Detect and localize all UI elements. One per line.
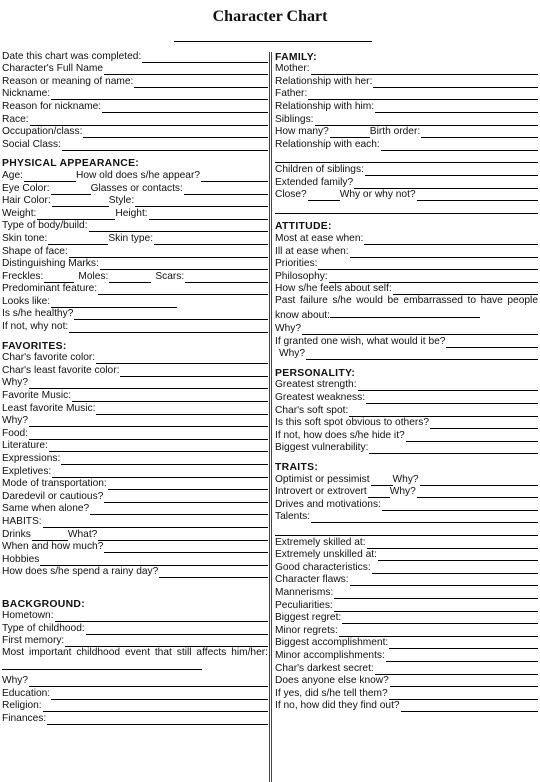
field-label: Char's least favorite color: <box>2 364 120 376</box>
field-label: Hometown: <box>2 610 54 622</box>
field-row <box>2 541 268 554</box>
field-blank[interactable] <box>406 432 538 442</box>
field-label: Why? <box>2 415 29 427</box>
field-blank[interactable] <box>24 172 76 182</box>
title-underline <box>174 41 372 42</box>
field-blank[interactable] <box>420 476 538 486</box>
field-row <box>2 440 268 453</box>
field-blank[interactable] <box>120 367 268 377</box>
field-blank[interactable] <box>98 531 268 541</box>
field-label: Finances: <box>2 712 47 724</box>
field-blank[interactable] <box>104 493 268 503</box>
field-blank[interactable] <box>382 501 538 511</box>
field-label: When and how much? <box>2 541 104 553</box>
field-label: Char's favorite color: <box>2 352 96 364</box>
field-label: Race: <box>2 113 29 125</box>
field-row: Optimist or pessimist Why? <box>275 473 538 486</box>
field-blank[interactable] <box>142 53 268 63</box>
field-row <box>2 100 268 113</box>
field-row <box>2 352 268 365</box>
field-blank[interactable] <box>49 442 268 452</box>
field-label: Mannerisms: <box>275 586 334 598</box>
field-blank[interactable] <box>334 602 538 612</box>
field-blank[interactable] <box>334 589 538 599</box>
field-label: Greatest weakness: <box>275 392 366 404</box>
basics-section <box>2 50 268 151</box>
field-blank[interactable] <box>69 248 268 258</box>
field-blank[interactable] <box>446 338 538 348</box>
field-label: Religion: <box>2 700 42 712</box>
field-blank[interactable] <box>367 539 538 549</box>
field-blank[interactable] <box>302 325 538 335</box>
field-blank[interactable] <box>89 222 268 232</box>
field-row <box>275 662 538 675</box>
left-column <box>2 50 268 725</box>
field-row <box>275 536 538 549</box>
habits-section <box>2 541 268 579</box>
field-blank[interactable] <box>51 298 177 308</box>
field-blank[interactable] <box>421 128 538 138</box>
field-row: Shape of face: <box>2 245 268 258</box>
field-label: Expressions: <box>2 453 61 464</box>
field-label: Reason or meaning of name: <box>2 75 134 87</box>
field-row <box>2 427 268 440</box>
field-row <box>2 452 268 465</box>
field-row: How many? Birth order: <box>275 126 538 139</box>
field-label: Reason for nickname: <box>2 100 102 112</box>
section-heading-attitude: ATTITUDE: <box>275 221 332 233</box>
field-row <box>275 113 538 126</box>
field-row <box>2 478 268 491</box>
field-blank[interactable] <box>40 556 268 566</box>
field-blank[interactable] <box>311 513 538 523</box>
field-row: Why? <box>275 322 538 335</box>
field-label: Minor regrets: <box>275 624 338 636</box>
field-row <box>275 442 538 455</box>
field-blank[interactable] <box>185 273 268 283</box>
field-row <box>275 245 538 258</box>
field-label: Least favorite Music: <box>2 402 96 414</box>
field-row <box>2 415 268 428</box>
field-row <box>275 417 538 430</box>
field-row <box>275 649 538 662</box>
background-tail-section <box>2 675 268 725</box>
field-row <box>275 88 538 101</box>
field-blank[interactable] <box>381 141 538 151</box>
field-row <box>275 232 538 245</box>
field-blank[interactable] <box>44 273 74 283</box>
field-label: Daredevil or cautious? <box>2 490 104 502</box>
section-heading-family: FAMILY: <box>275 51 317 63</box>
field-row <box>2 465 268 478</box>
field-label: Char's darkest secret: <box>275 662 374 674</box>
field-row: Looks like: <box>2 295 268 308</box>
field-blank[interactable] <box>372 564 538 574</box>
field-row <box>275 637 538 650</box>
field-blank[interactable] <box>83 128 268 138</box>
field-blank[interactable] <box>308 90 538 100</box>
field-blank[interactable] <box>364 235 538 245</box>
important-event-field: Most important childhood event that still affects him/her: <box>2 647 268 674</box>
field-row: Extended family? <box>275 176 538 189</box>
field-label: Food: <box>2 427 29 439</box>
field-row <box>275 700 538 713</box>
field-label: Peculiarities: <box>275 599 333 611</box>
field-blank[interactable] <box>100 260 268 270</box>
field-row: Eye Color: Glasses or contacts: <box>2 182 268 195</box>
field-row: If not, why not: <box>2 320 268 333</box>
field-blank[interactable] <box>48 235 108 245</box>
field-blank[interactable] <box>90 505 268 515</box>
section-heading-background: BACKGROUND: <box>2 598 85 610</box>
field-blank[interactable] <box>104 65 268 75</box>
section-heading-traits: TRAITS: <box>275 462 319 473</box>
field-blank[interactable] <box>43 518 268 528</box>
field-blank[interactable] <box>311 65 538 75</box>
field-label: Mother: <box>275 63 310 75</box>
field-label: Philosophy: <box>275 270 328 282</box>
field-blank[interactable] <box>104 543 268 553</box>
field-blank[interactable] <box>342 614 538 624</box>
field-label: Extremely unskilled at: <box>275 549 377 561</box>
field-row <box>2 635 268 648</box>
field-blank[interactable] <box>2 660 202 670</box>
field-blank[interactable] <box>375 665 538 675</box>
field-label: Same when alone? <box>2 503 90 515</box>
field-blank[interactable] <box>201 172 268 182</box>
field-row <box>275 599 538 612</box>
field-label: If yes, did s/he tell them? <box>275 687 388 699</box>
field-label: Biggest accomplishment: <box>275 637 389 649</box>
field-blank[interactable] <box>315 116 538 126</box>
field-row: Close? Why or why not? <box>275 189 538 202</box>
field-row <box>2 377 268 390</box>
field-row: Age: How old does s/he appear? <box>2 169 268 182</box>
field-blank[interactable] <box>69 323 268 333</box>
field-blank[interactable] <box>52 468 268 478</box>
field-blank[interactable] <box>430 419 538 429</box>
field-blank[interactable] <box>369 444 538 454</box>
field-blank[interactable] <box>37 210 115 220</box>
field-row: Children of siblings: <box>275 163 538 176</box>
field-row <box>275 391 538 404</box>
field-row <box>275 687 538 700</box>
field-label: Type of childhood: <box>2 622 85 634</box>
field-blank[interactable] <box>330 308 480 318</box>
field-label: Nickname: <box>2 88 51 100</box>
field-label: Relationship with her: <box>275 75 373 87</box>
field-row: Relationship with each: <box>275 138 538 151</box>
field-blank[interactable] <box>47 715 268 725</box>
field-blank[interactable] <box>159 568 268 578</box>
field-row <box>275 612 538 625</box>
field-blank[interactable] <box>350 576 538 586</box>
field-row: Hair Color: Style: <box>2 195 268 208</box>
field-row: Freckles: Moles: Scars: <box>2 270 268 283</box>
field-row <box>275 561 538 574</box>
field-blank[interactable] <box>154 235 268 245</box>
past-failure-field: Past failure s/he would be embarrassed to have people know about: <box>275 295 538 321</box>
field-row <box>275 283 538 296</box>
field-blank[interactable] <box>96 405 268 415</box>
field-row: Introvert or extrovert Why? <box>275 486 538 499</box>
column-divider <box>271 52 272 782</box>
field-row: If granted one wish, what would it be? <box>275 335 538 348</box>
field-row <box>275 549 538 562</box>
field-row <box>275 270 538 283</box>
field-row <box>2 700 268 713</box>
field-row <box>275 675 538 688</box>
field-blank[interactable] <box>149 210 268 220</box>
field-label: How s/he feels about self: <box>275 283 392 295</box>
field-blank[interactable] <box>43 702 268 712</box>
field-blank-line[interactable] <box>275 151 538 164</box>
right-column <box>275 50 538 712</box>
field-blank[interactable] <box>135 197 268 207</box>
field-blank-line[interactable] <box>275 523 538 536</box>
personality-section <box>275 379 538 455</box>
field-label: Expletives: <box>2 465 52 477</box>
field-blank[interactable] <box>51 90 268 100</box>
field-blank[interactable] <box>65 637 268 647</box>
field-row <box>2 75 268 88</box>
field-row <box>2 63 268 76</box>
field-label: If no, how did they find out? <box>275 700 400 712</box>
field-label: Occupation/class: <box>2 126 83 138</box>
field-blank[interactable] <box>72 392 268 402</box>
field-label: Siblings: <box>275 113 314 125</box>
field-row: Skin tone: Skin type: <box>2 232 268 245</box>
field-blank[interactable] <box>86 625 268 635</box>
field-blank[interactable] <box>386 652 538 662</box>
field-row: Predominant feature: <box>2 283 268 296</box>
field-row <box>2 402 268 415</box>
field-label: Character's Full Name <box>2 63 104 75</box>
field-row <box>275 586 538 599</box>
field-row <box>2 566 268 579</box>
field-label: Character flaws: <box>275 574 349 586</box>
field-label: Social Class: <box>2 138 61 150</box>
field-label: Priorities: <box>275 258 318 270</box>
field-label: Minor accomplishments: <box>275 649 385 661</box>
field-blank[interactable] <box>108 480 268 490</box>
section-heading-physical: PHYSICAL APPEARANCE: <box>2 158 140 170</box>
field-label: Literature: <box>2 440 48 452</box>
field-label: Extremely skilled at: <box>275 536 366 548</box>
field-label: Most at ease when: <box>275 232 364 244</box>
field-label: Does anyone else know? <box>275 675 389 687</box>
field-blank[interactable] <box>366 394 538 404</box>
field-blank[interactable] <box>184 185 268 195</box>
field-row <box>2 50 268 63</box>
field-row <box>2 503 268 516</box>
field-blank[interactable] <box>368 488 390 498</box>
family-section <box>275 63 538 126</box>
field-label: How does s/he spend a rainy day? <box>2 566 159 578</box>
field-row: Why? <box>275 348 538 361</box>
field-label: First memory: <box>2 635 65 647</box>
field-blank[interactable] <box>74 310 268 320</box>
field-row <box>275 258 538 271</box>
field-blank[interactable] <box>354 179 538 189</box>
field-label: Biggest vulnerability: <box>275 442 369 454</box>
background-section <box>2 610 268 648</box>
field-blank[interactable] <box>61 455 268 465</box>
field-row: Distinguishing Marks: <box>2 258 268 271</box>
field-blank[interactable] <box>29 417 268 427</box>
field-blank[interactable] <box>389 690 538 700</box>
field-row: Type of body/build: <box>2 220 268 233</box>
field-row <box>275 100 538 113</box>
field-label: Father: <box>275 88 308 100</box>
favorites-section <box>2 352 268 528</box>
field-blank[interactable] <box>29 677 268 687</box>
field-blank[interactable] <box>417 191 538 201</box>
field-row <box>275 404 538 417</box>
field-blank[interactable] <box>102 103 268 113</box>
field-blank[interactable] <box>389 639 538 649</box>
field-blank[interactable] <box>52 197 109 207</box>
traits-section <box>275 536 538 712</box>
field-blank[interactable] <box>306 350 538 360</box>
field-row <box>2 610 268 623</box>
field-blank[interactable] <box>51 185 91 195</box>
field-row: Talents: <box>275 511 538 524</box>
field-blank[interactable] <box>109 273 151 283</box>
field-row <box>2 113 268 126</box>
field-blank[interactable] <box>55 612 268 622</box>
field-label: If not, how does s/he hide it? <box>275 429 405 441</box>
section-heading-favorites: FAVORITES: <box>2 340 67 352</box>
field-blank[interactable] <box>375 103 538 113</box>
field-row <box>2 712 268 725</box>
column-divider <box>269 52 270 782</box>
field-blank[interactable] <box>350 248 538 258</box>
field-blank[interactable] <box>29 430 268 440</box>
field-label: Is this soft spot obvious to others? <box>275 417 430 429</box>
field-blank[interactable] <box>308 191 340 201</box>
field-blank[interactable] <box>32 531 68 541</box>
field-label: Greatest strength: <box>275 379 357 391</box>
field-blank[interactable] <box>393 285 538 295</box>
field-row <box>2 553 268 566</box>
field-row <box>2 675 268 688</box>
field-blank[interactable] <box>330 128 370 138</box>
field-blank[interactable] <box>30 116 268 126</box>
field-row <box>275 624 538 637</box>
field-row: Weight: Height: <box>2 207 268 220</box>
field-label: Mode of transportation: <box>2 478 107 490</box>
field-blank[interactable] <box>339 627 538 637</box>
field-blank[interactable] <box>98 285 268 295</box>
field-row <box>2 138 268 151</box>
field-label: Education: <box>2 687 51 699</box>
field-label: Relationship with him: <box>275 100 375 112</box>
field-label: Biggest regret: <box>275 612 342 624</box>
field-row <box>275 63 538 76</box>
field-blank[interactable] <box>329 273 538 283</box>
field-label: Why? <box>2 377 29 389</box>
field-blank[interactable] <box>51 690 268 700</box>
field-row: Drives and motivations: <box>275 498 538 511</box>
field-blank[interactable] <box>358 381 538 391</box>
field-blank[interactable] <box>349 407 538 417</box>
field-label: Hobbies <box>2 553 40 565</box>
field-label: Date this chart was completed: <box>2 50 142 62</box>
field-label: Ill at ease when: <box>275 245 349 257</box>
field-blank[interactable] <box>401 702 538 712</box>
field-row <box>2 490 268 503</box>
field-row <box>275 379 538 392</box>
field-blank[interactable] <box>134 78 268 88</box>
field-label: Char's soft spot: <box>275 404 349 416</box>
field-row <box>2 687 268 700</box>
field-row <box>2 389 268 402</box>
field-blank-line[interactable] <box>275 201 538 214</box>
attitude-section <box>275 232 538 295</box>
field-row <box>2 126 268 139</box>
field-blank[interactable] <box>390 677 538 687</box>
field-row: Drinks What? <box>2 528 268 541</box>
field-row <box>2 364 268 377</box>
field-blank[interactable] <box>417 488 538 498</box>
field-row: Is s/he healthy? <box>2 308 268 321</box>
field-label: Why? <box>2 675 29 687</box>
field-label: Favorite Music: <box>2 390 72 402</box>
field-blank[interactable] <box>96 354 268 364</box>
page-title: Character Chart <box>212 8 328 25</box>
field-row <box>2 515 268 528</box>
field-label: Good characteristics: <box>275 561 371 573</box>
field-blank[interactable] <box>373 78 538 88</box>
field-blank[interactable] <box>378 551 538 561</box>
field-label: HABITS: <box>2 515 42 527</box>
field-row <box>275 75 538 88</box>
section-heading-personality: PERSONALITY: <box>275 367 356 379</box>
field-row <box>2 622 268 635</box>
field-blank[interactable] <box>29 379 268 389</box>
field-row <box>275 429 538 442</box>
field-blank[interactable] <box>365 166 538 176</box>
field-row <box>275 574 538 587</box>
field-blank[interactable] <box>62 141 268 151</box>
field-blank[interactable] <box>371 476 393 486</box>
field-blank[interactable] <box>318 260 538 270</box>
field-row <box>2 88 268 101</box>
